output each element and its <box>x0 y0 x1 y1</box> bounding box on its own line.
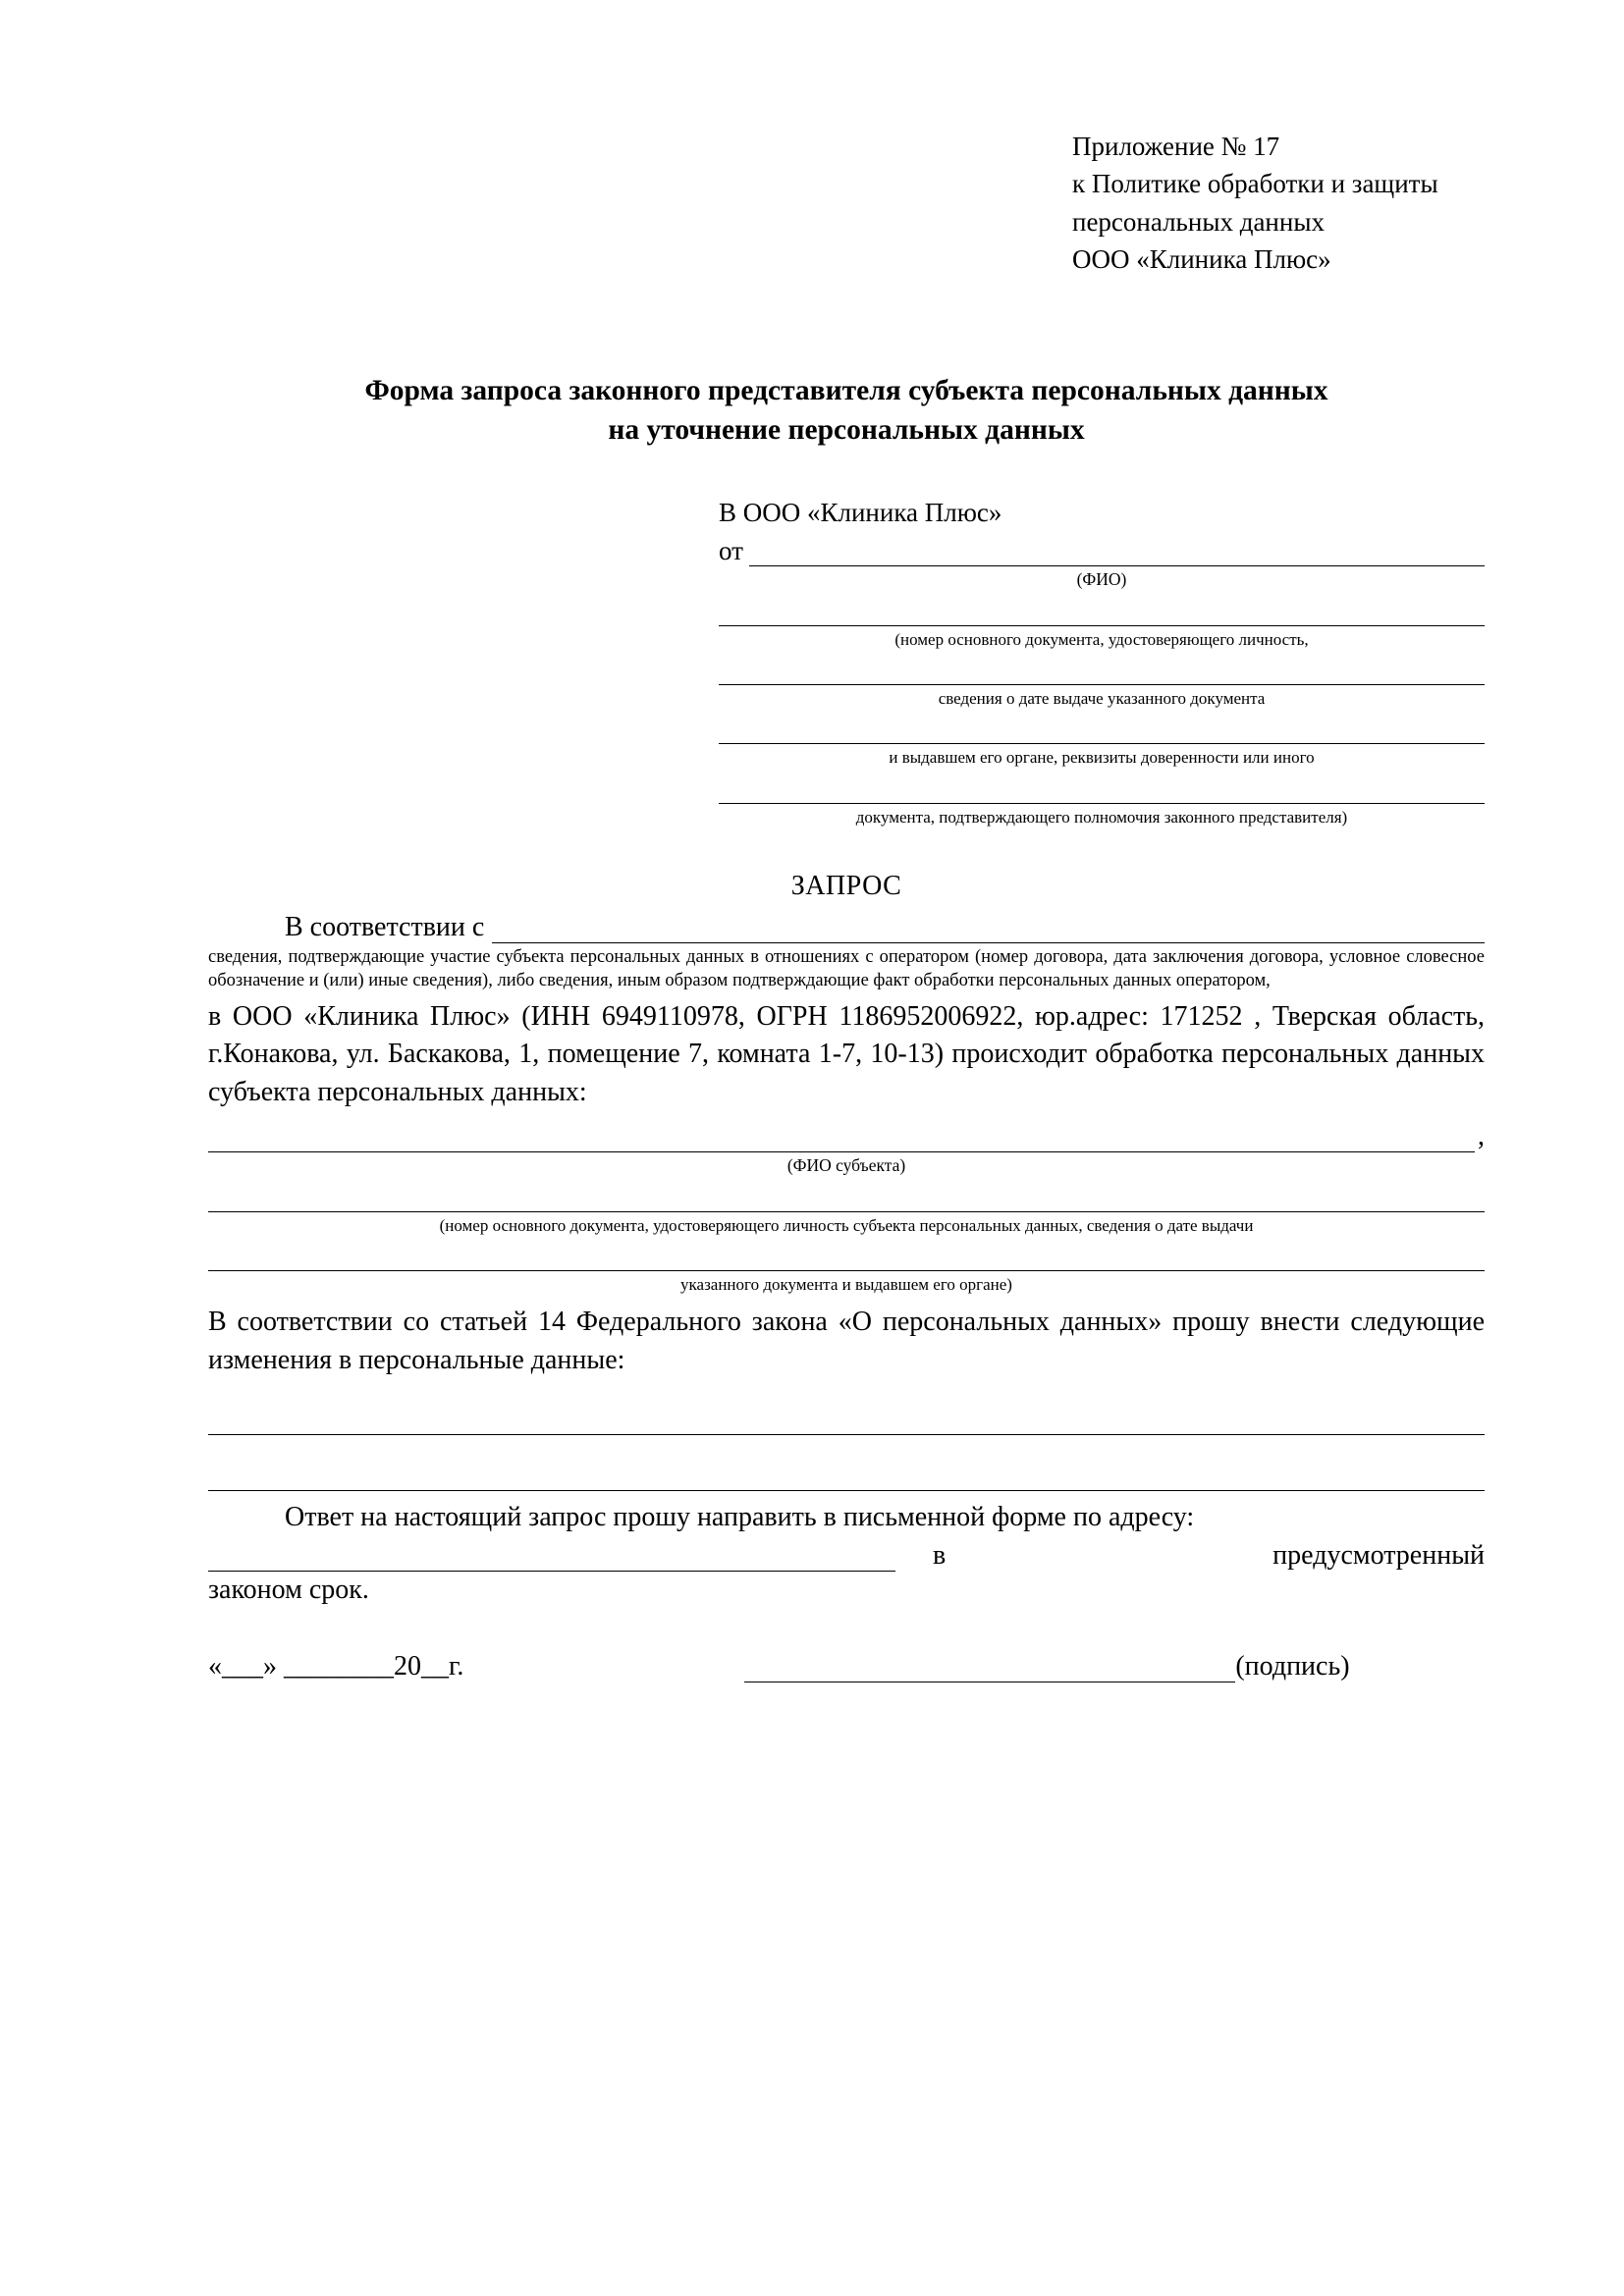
page-title-line2: на уточнение персональных данных <box>608 414 1085 447</box>
doc-number-input[interactable] <box>719 600 1485 626</box>
changes-input-line-1[interactable] <box>208 1405 1485 1435</box>
answer-tail: законом срок. <box>208 1575 369 1606</box>
subject-doc-input[interactable] <box>208 1186 1485 1212</box>
answer-address-row <box>208 1540 1485 1572</box>
doc-organ-input[interactable] <box>719 718 1485 744</box>
from-label: от <box>719 535 743 565</box>
signature-row <box>208 1651 1485 1682</box>
subject-fio-input[interactable] <box>208 1126 1475 1152</box>
appendix-number: Приложение № 17 <box>1072 132 1280 161</box>
caption-subject-doc: (номер основного документа, удостоверяющего личность субъекта персональных данных, сведения о дате выдачи <box>439 1215 1254 1235</box>
subject-doc-organ-input[interactable] <box>208 1245 1485 1271</box>
page-title <box>208 372 1485 451</box>
caption-doc-number: (номер основного документа, удостоверяющего личность, <box>894 629 1309 649</box>
caption-doc-authority: документа, подтверждающего полномочия законного представителя) <box>855 807 1348 827</box>
appendix-policy-line1: к Политике обработки и защиты <box>1072 169 1438 199</box>
page-title-line1: Форма запроса законного представителя субъекта персональных данных <box>364 375 1328 407</box>
signature-label: (подпись) <box>1235 1650 1350 1682</box>
intro-row <box>208 912 1485 943</box>
organization-paragraph: в ООО «Клиника Плюс» (ИНН 6949110978, ОГРН 1186952006922, юр.адрес: 171252 , Тверская область, г.Конакова, ул. Баскакова, 1, помещение 7, комната 1-7, 10-13) происходит обработка персональных данных субъекта персональных данных: <box>208 1000 1485 1107</box>
answer-address-input[interactable] <box>208 1545 895 1572</box>
doc-authority-input[interactable] <box>719 777 1485 804</box>
from-fio-input[interactable] <box>749 540 1485 566</box>
caption-subject-doc2: указанного документа и выдавшем его органе) <box>680 1275 1012 1295</box>
answer-address-end: предусмотренный <box>1272 1540 1485 1572</box>
caption-doc-organ: и выдавшем его органе, реквизиты доверенности или иного <box>889 748 1315 768</box>
request-heading: ЗАПРОС <box>790 870 902 901</box>
answer-address-mid: в <box>933 1540 947 1572</box>
intro-input[interactable] <box>492 917 1485 943</box>
appendix-header <box>1072 128 1583 278</box>
from-row <box>719 536 1485 566</box>
addressee-block <box>719 498 1485 828</box>
document-content <box>208 128 1485 1682</box>
answer-paragraph: Ответ на настоящий запрос прошу направить в письменной форме по адресу: <box>285 1502 1195 1533</box>
law-paragraph: В соответствии со статьей 14 Федерального закона «О персональных данных» прошу внести следующие изменения в персональные данные: <box>208 1307 1485 1375</box>
changes-input-line-2[interactable] <box>208 1461 1485 1491</box>
fineprint-note: сведения, подтверждающие участие субъекта персональных данных в отношениях с оператором (номер договора, дата заключения договора, условное словесное обозначение и (или) иные сведения), либо сведения, иным образом подтверждающие факт обработки персональных данных оператором, <box>208 946 1485 990</box>
intro-label: В соответствии с <box>285 911 485 942</box>
date-field[interactable]: «___» ________20__г. <box>208 1650 464 1682</box>
subject-fio-comma: , <box>1478 1120 1485 1151</box>
caption-doc-date: сведения о дате выдаче указанного документа <box>938 689 1266 709</box>
appendix-company: ООО «Клиника Плюс» <box>1072 243 1331 274</box>
signature-input[interactable] <box>744 1656 1235 1682</box>
addressee-organization: В ООО «Клиника Плюс» <box>719 497 1002 527</box>
doc-date-input[interactable] <box>719 659 1485 685</box>
subject-fio-row <box>208 1121 1485 1152</box>
appendix-policy-line2: персональных данных <box>1072 206 1325 237</box>
caption-subject-fio: (ФИО субъекта) <box>786 1154 906 1175</box>
caption-fio: (ФИО) <box>1076 568 1127 589</box>
